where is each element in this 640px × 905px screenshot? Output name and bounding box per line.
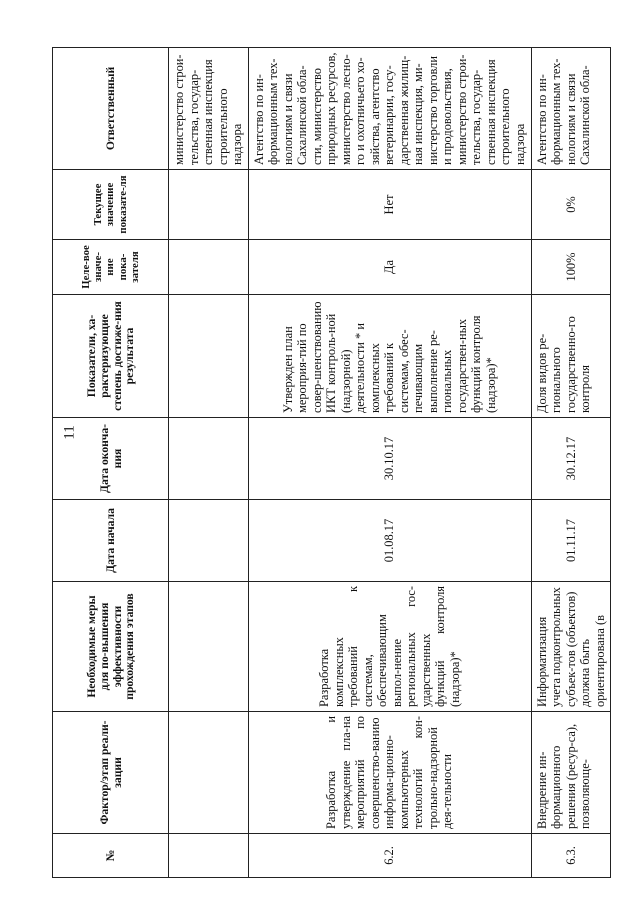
rotated-table-container (52, 48, 607, 878)
header-indicators: Показатели, ха-рактеризующие степень достиже-ния результата (53, 295, 169, 418)
cell-factor: Внедрение ин-формационного решения (ресур-са), позволяюще- (531, 712, 611, 834)
cell-current-value: Нет (248, 170, 531, 240)
cell-indicators: Утвержден план мероприя-тий по совер-шенствованию ИКТ контроль-ной (надзорной) деятельности * и комплексных требований к системам, обес-печивающим выполнение ре-гиональных государствен-ных функций контроля (надзора)* (248, 295, 531, 418)
cell-measures (169, 582, 249, 712)
cell-measures: Разработка комплексных требований к системам, обеспечивающим выпол-нение региональных гос-ударственных функций контроля (надзора)* (248, 582, 531, 712)
measures-table (52, 47, 611, 878)
cell-current-value: 0% (531, 170, 611, 240)
cell-target-value: Да (248, 240, 531, 295)
cell-end-date: 30.10.17 (248, 418, 531, 500)
table-row (169, 48, 249, 878)
cell-num (169, 834, 249, 878)
cell-responsible: министерство строи-тельства, государ-ственная инспекция строительного надзора (169, 48, 249, 170)
page-number: 11 (61, 425, 78, 440)
header-measures: Необходимые меры для по-вышения эффективности прохождения этапов (53, 582, 169, 712)
cell-start-date: 01.11.17 (531, 500, 611, 582)
cell-target-value: 100% (531, 240, 611, 295)
cell-current-value (169, 170, 249, 240)
cell-start-date: 01.08.17 (248, 500, 531, 582)
cell-num: 6.3. (531, 834, 611, 878)
cell-start-date (169, 500, 249, 582)
header-responsible: Ответственный (53, 48, 169, 170)
cell-factor: Разработка и утверждение пла-на мероприятий по совершенство-ванию информа-ционно-компьютерных технологий кон-трольно-надзорной дея-тельности (248, 712, 531, 834)
cell-indicators: Доля видов ре-гионального государственно-го контроля (531, 295, 611, 418)
header-num: № (53, 834, 169, 878)
cell-end-date (169, 418, 249, 500)
header-start-date: Дата начала (53, 500, 169, 582)
cell-measures: Информатизация учета подконтрольных субъек-тов (объектов) должна быть ориентирована (в (531, 582, 611, 712)
cell-num: 6.2. (248, 834, 531, 878)
cell-responsible: Агентство по ин-формационным тех-нологиям и связи Сахалинской обла-сти, министерство природных ресурсов, министерство лесно-го и охотничьего хо-зяйства, агентство ветеринарии, госу-дарственная жилищ-ная инспекция, ми-нистерство торговли и продовольствия, министерство строи-тельства, государ-ственная инспекция строительного надзора (248, 48, 531, 170)
cell-factor (169, 712, 249, 834)
header-current-value: Текущее значение показате-ля (53, 170, 169, 240)
header-end-date: Дата оконча-ния (53, 418, 169, 500)
table-row (531, 48, 611, 878)
header-target-value: Целе-вое значе-ние пока-зателя (53, 240, 169, 295)
cell-target-value (169, 240, 249, 295)
cell-responsible: Агентство по ин-формационным тех-нологиям и связи Сахалинской обла- (531, 48, 611, 170)
cell-end-date: 30.12.17 (531, 418, 611, 500)
header-factor: Фактор/этап реали-зации (53, 712, 169, 834)
table-row (248, 48, 531, 878)
table-header-row (53, 48, 169, 878)
cell-indicators (169, 295, 249, 418)
